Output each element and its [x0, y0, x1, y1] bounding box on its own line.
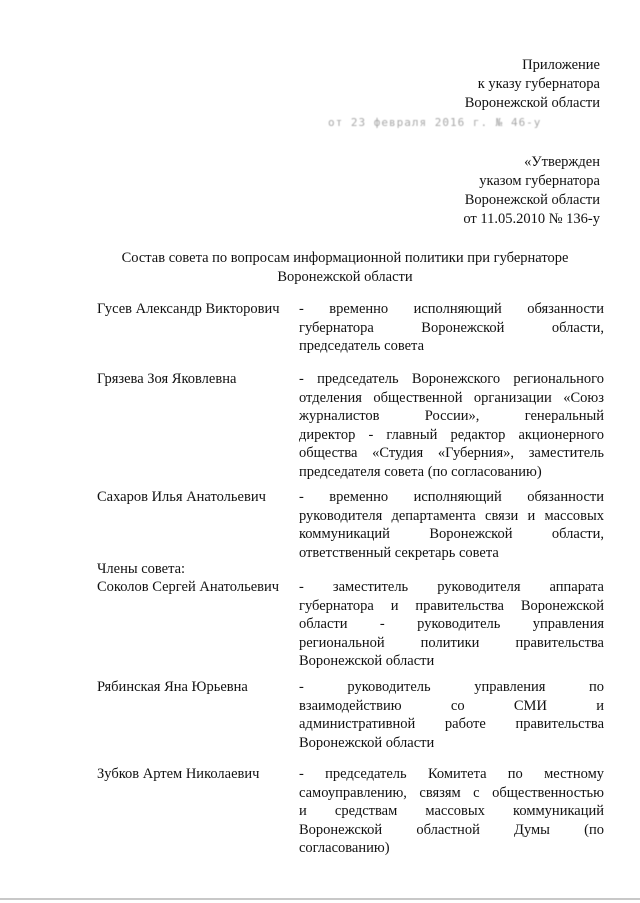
member-name: Зубков Артем Николаевич	[97, 766, 260, 782]
approved-line: «Утвержден	[524, 154, 600, 170]
role-line: взаимодействию со СМИ и	[299, 697, 604, 714]
role-line: общества «Студия «Губерния», заместитель	[299, 445, 604, 461]
role-line: - председатель Комитета по местному	[299, 766, 604, 782]
member-role	[299, 370, 604, 481]
role-line: Воронежской области	[299, 653, 435, 669]
role-line: - заместитель руководителя аппарата	[299, 579, 604, 595]
appendix-header	[465, 56, 600, 113]
role-line: области - руководитель управления	[299, 616, 604, 632]
role-line: председатель совета	[299, 338, 425, 354]
page-bottom-edge	[0, 898, 640, 900]
member-name: Рябинская Яна Юрьевна	[97, 679, 248, 695]
role-line: самоуправлению, связям с общественностью	[299, 784, 604, 801]
role-line: губернатора Воронежской области,	[299, 319, 604, 336]
role-line: руководителя департамента связи и массовых	[299, 507, 604, 524]
appendix-line: Приложение	[522, 57, 600, 73]
member-name: Соколов Сергей Анатольевич	[97, 579, 280, 595]
appendix-line: Воронежской области	[464, 95, 600, 111]
document-title	[90, 249, 600, 287]
role-line: директор - главный редактор акционерного	[299, 426, 604, 443]
approved-header	[463, 153, 600, 229]
member-role	[299, 765, 604, 858]
member-role	[299, 578, 604, 671]
title-line: Состав совета по вопросам информационной политики при губернаторе	[121, 250, 569, 266]
role-line: ответственный секретарь совета	[299, 544, 499, 561]
member-role	[299, 300, 604, 356]
role-line: согласованию)	[299, 840, 390, 856]
member-name: Грязева Зоя Яковлевна	[97, 371, 237, 387]
approved-line: Воронежской области	[464, 192, 600, 208]
appendix-line: к указу губернатора	[477, 76, 600, 92]
approved-line: указом губернатора	[479, 173, 600, 189]
role-line: председателя совета (по согласованию)	[299, 463, 542, 480]
title-line: Воронежской области	[277, 269, 413, 285]
members-label: Члены совета:	[97, 561, 186, 577]
role-line: - временно исполняющий обязанности	[299, 489, 604, 505]
approved-line: от 11.05.2010 № 136-у	[463, 211, 600, 227]
member-role	[299, 488, 604, 562]
role-line: отделения общественной организации «Союз	[299, 389, 604, 406]
role-line: Воронежской областной Думы (по	[299, 821, 604, 838]
member-name: Сахаров Илья Анатольевич	[97, 489, 266, 505]
role-line: региональной политики правительства	[299, 634, 604, 651]
role-line: административной работе правительства	[299, 716, 604, 732]
role-line: журналистов России», генеральный	[299, 408, 604, 424]
member-name: Гусев Александр Викторович	[97, 301, 280, 317]
date-stamp: от 23 февраля 2016 г. № 46-у	[328, 116, 542, 129]
role-line: и средствам массовых коммуникаций	[299, 803, 604, 819]
role-line: - временно исполняющий обязанности	[299, 301, 604, 317]
role-line: Воронежской области	[299, 734, 435, 751]
role-line: - председатель Воронежского регионального	[299, 371, 604, 387]
role-line: коммуникаций Воронежской области,	[299, 526, 604, 542]
role-line: - руководитель управления по	[299, 679, 604, 695]
member-role	[299, 678, 604, 752]
role-line: губернатора и правительства Воронежской	[299, 597, 604, 614]
